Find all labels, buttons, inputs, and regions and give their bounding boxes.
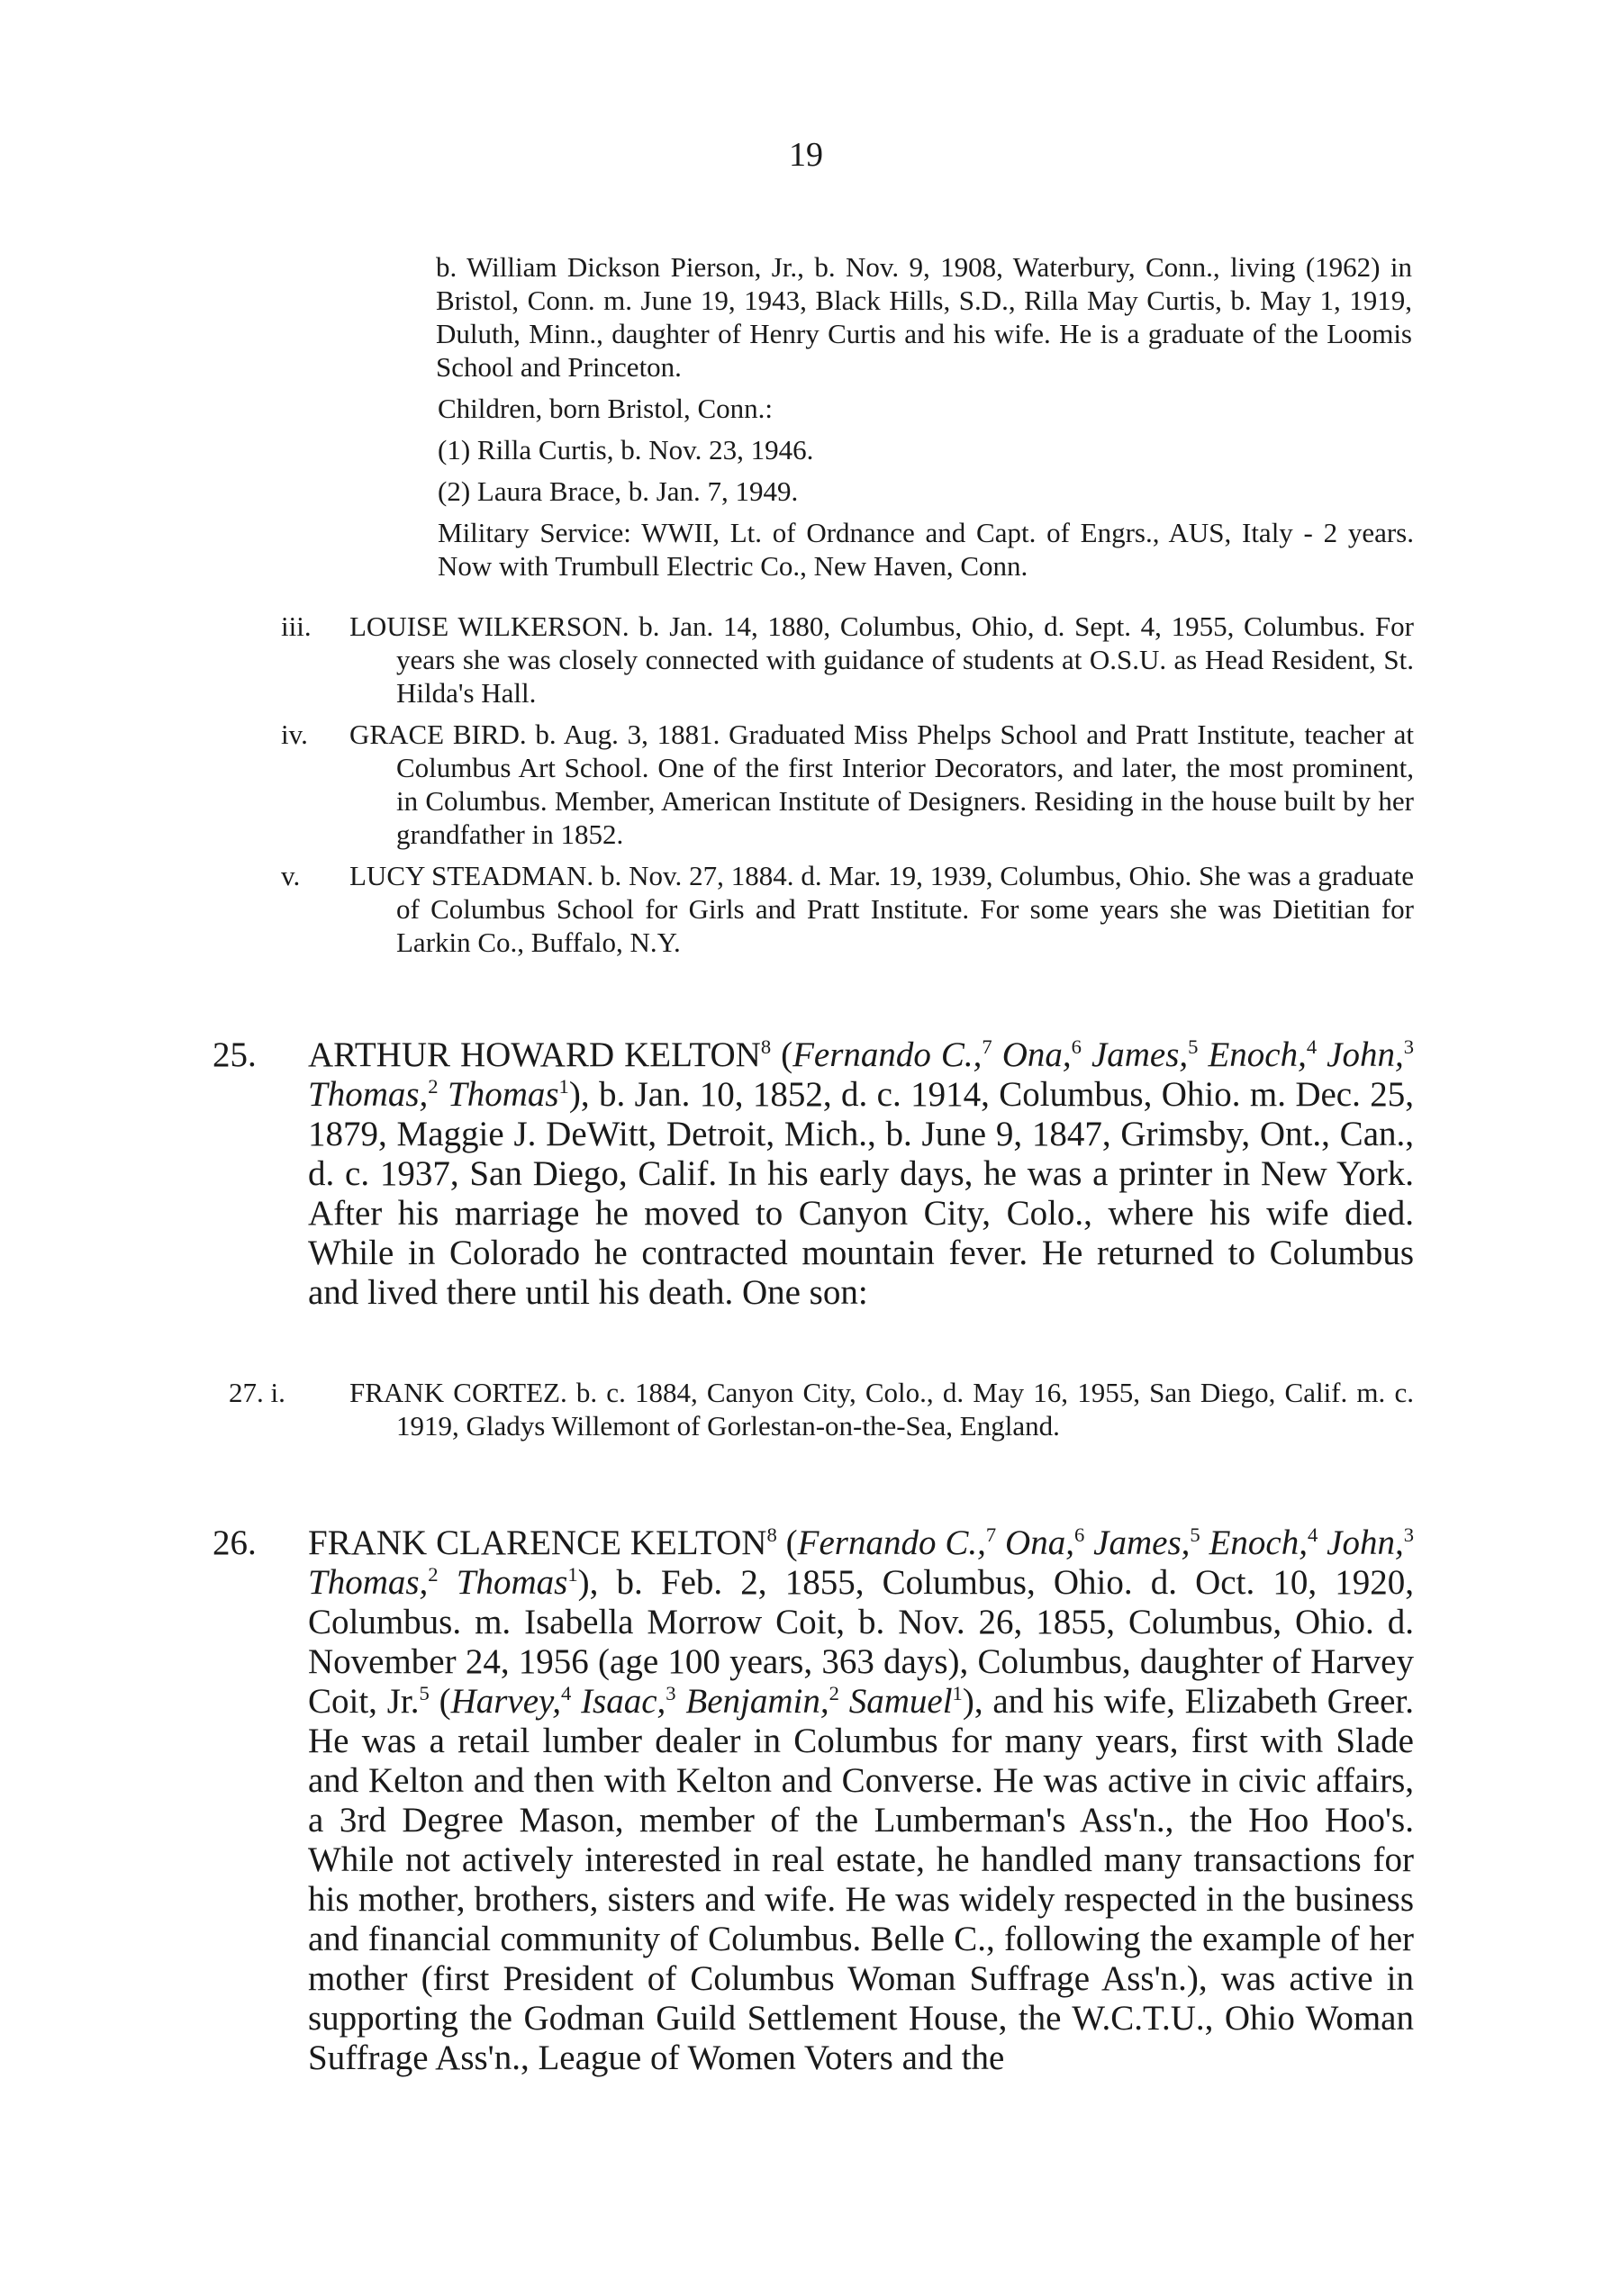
lineage-name: Samuel: [848, 1682, 953, 1721]
lineage-gen: 3: [1403, 1523, 1415, 1546]
entry-25: [213, 1035, 1414, 1313]
lineage-name: Thomas: [456, 1563, 568, 1602]
list-numeral: v.: [281, 860, 301, 891]
list-item: [281, 610, 1414, 710]
entry-26-paragraph: FRANK CLARENCE KELTON$^8$ (Fernando C.,$^7$ Ona,$^6$ James,$^5$ Enoch,$^4$ John,$^3$ Thomas,$^2$ Thomas$^1$), b. Feb. 2, 1855, Columbus, Ohio. d. Oct. 10, 1920, Columbus. m. Isabella Morrow Coit, b. Nov. 26, 1855, Columbus, Ohio. d. November 24, 1956 (age 100 years, 363 days), Columbus, daughter of Harvey Coit, Jr.$^5$ (Harvey,$^4$ Isaac,$^3$ Benjamin,$^2$ Samuel$^1$), and his wife, Elizabeth Greer. He was a retail lumber dealer in Columbus for many years, first with Slade and Kelton and then with Kelton and Converse. He was active in civic affairs, a 3rd Degree Mason, member of the Lumberman's Ass'n., the Hoo Hoo's. While not actively interested in real estate, he handled many transactions for his mother, brothers, sisters and wife. He was widely respected in the business and financial community of Columbus. Belle C., following the example of her mother (first President of Columbus Woman Suffrage Ass'n.), was active in supporting the Godman Guild Settlement House, the W.C.T.U., Ohio Woman Suffrage Ass'n., League of Women Voters and the: [308, 1523, 1415, 2077]
page-number: 19: [789, 136, 823, 174]
entry-number: 25.: [213, 1035, 257, 1074]
lineage-gen: 2: [428, 1075, 439, 1098]
military-service: Military Service: WWII, Lt. of Ordnance and Capt. of Engrs., AUS, Italy - 2 years. Now with Trumbull Electric Co., New Haven, Conn.: [438, 517, 1414, 582]
list-numeral: iii.: [281, 610, 312, 642]
lineage-name: Thomas,: [308, 1075, 429, 1114]
entry-b: [438, 250, 1414, 583]
lineage-name: Fernando C.,: [797, 1523, 986, 1562]
list-item-text: LUCY STEADMAN. b. Nov. 27, 1884. d. Mar. 19, 1939, Columbus, Ohio. She was a graduate of Columbus School for Girls and Pratt Institute. For some years she was Dietitian for Larkin Co., Buffalo, N.Y.: [349, 860, 1414, 958]
entry-27: [229, 1376, 1414, 1442]
lineage-gen: 7: [982, 1035, 992, 1058]
lineage-name: James,: [1093, 1523, 1191, 1562]
child-1: (1) Rilla Curtis, b. Nov. 23, 1946.: [438, 434, 814, 466]
lineage-gen: 5: [1190, 1523, 1200, 1546]
children-heading: Children, born Bristol, Conn.:: [438, 393, 773, 424]
lineage-gen: 5: [1188, 1035, 1199, 1058]
lineage-gen: 4: [560, 1682, 572, 1704]
list-numeral: 27. i.: [229, 1377, 285, 1408]
list-item-text: FRANK CORTEZ. b. c. 1884, Canyon City, Colo., d. May 16, 1955, San Diego, Calif. m. c. 1919, Gladys Willemont of Gorlestan-on-the-Sea, England.: [349, 1377, 1414, 1442]
lineage-gen: 7: [985, 1523, 997, 1546]
generation: 8: [760, 1035, 772, 1058]
lineage-name: James,: [1091, 1035, 1189, 1074]
lineage-gen: 6: [1071, 1035, 1082, 1058]
entry-name: ARTHUR HOWARD KELTON: [308, 1035, 761, 1074]
lineage-name: Harvey,: [450, 1682, 561, 1721]
lineage-name: John,: [1327, 1035, 1404, 1074]
lineage-name: Enoch,: [1209, 1523, 1308, 1562]
lineage-gen: 1: [558, 1075, 569, 1098]
entry-name: FRANK CLARENCE KELTON: [308, 1523, 767, 1562]
entry-text: ), b. Feb. 2, 1855, Columbus, Ohio. d. Oct. 10, 1920, Columbus. m. Isabella Morrow Coit, b. Nov. 26, 1855, Columbus, Ohio. d. November 24, 1956 (age 100 years, 363 days), Columbus, daughter of Harvey Coit, Jr.: [308, 1563, 1414, 1721]
lineage-name: Ona,: [1001, 1035, 1072, 1074]
lineage-name: Benjamin,: [685, 1682, 829, 1721]
lineage-name: John,: [1327, 1523, 1404, 1562]
coit-generation: 5: [419, 1682, 430, 1704]
list-item-text: GRACE BIRD. b. Aug. 3, 1881. Graduated Miss Phelps School and Pratt Institute, teacher at Columbus Art School. One of the first Interior Decorators, and later, the most prominent, in Columbus. Member, American Institute of Designers. Residing in the house built by her grandfather in 1852.: [349, 719, 1414, 850]
entry-text: ), b. Jan. 10, 1852, d. c. 1914, Columbus, Ohio. m. Dec. 25, 1879, Maggie J. DeWitt, Detroit, Mich., b. June 9, 1847, Grimsby, Ont., Can., d. c. 1937, San Diego, Calif. In his early days, he was a printer in New York. After his marriage he moved to Canyon City, Colo., where his wife died. While in Colorado he contracted mountain fever. He returned to Columbus and lived there until his death. One son:: [308, 1075, 1415, 1312]
lineage-gen: 6: [1073, 1523, 1085, 1546]
list-item-text: LOUISE WILKERSON. b. Jan. 14, 1880, Columbus, Ohio, d. Sept. 4, 1955, Columbus. For years she was closely connected with guidance of students at O.S.U. as Head Resident, St. Hilda's Hall.: [349, 610, 1414, 709]
lineage-gen: 1: [567, 1563, 578, 1586]
child-2: (2) Laura Brace, b. Jan. 7, 1949.: [438, 475, 799, 507]
lineage-gen: 2: [428, 1563, 439, 1586]
list-numeral: iv.: [281, 719, 308, 750]
list-item: [281, 718, 1414, 851]
entry-25-paragraph: ARTHUR HOWARD KELTON$^8$ (Fernando C.,$^7$ Ona,$^6$ James,$^5$ Enoch,$^4$ John,$^3$ Thomas,$^2$ Thomas$^1$), b. Jan. 10, 1852, d. c. 1914, Columbus, Ohio. m. Dec. 25, 1879, Maggie J. DeWitt, Detroit, Mich., b. June 9, 1847, Grimsby, Ont., Can., d. c. 1937, San Diego, Calif. In his early days, he was a printer in New York. After his marriage he moved to Canyon City, Colo., where his wife died. While in Colorado he contracted mountain fever. He returned to Columbus and lived there until his death. One son:: [308, 1035, 1415, 1312]
generation: 8: [766, 1523, 777, 1546]
lineage-name: Ona,: [1005, 1523, 1074, 1562]
list-item: [281, 859, 1414, 959]
entry-number: 26.: [213, 1523, 257, 1562]
lineage-gen: 2: [829, 1682, 839, 1704]
children-list: [281, 610, 1414, 959]
lineage-gen: 4: [1306, 1035, 1318, 1058]
lineage-name: Thomas: [448, 1075, 559, 1114]
lineage-name: Fernando C.,: [792, 1035, 983, 1074]
entry-26: [213, 1523, 1414, 2078]
lineage-name: Enoch,: [1208, 1035, 1307, 1074]
lineage-name: Isaac,: [581, 1682, 666, 1721]
entry-text: ), and his wife, Elizabeth Greer. He was a retail lumber dealer in Columbus for many years, first with Slade and Kelton and then with Kelton and Converse. He was active in civic affairs, a 3rd Degree Mason, member of the Lumberman's Ass'n., the Hoo Hoo's. While not actively interested in real estate, he handled many transactions for his mother, brothers, sisters and wife. He was widely respected in the business and financial community of Columbus. Belle C., following the example of her mother (first President of Columbus Woman Suffrage Ass'n.), was active in supporting the Godman Guild Settlement House, the W.C.T.U., Ohio Woman Suffrage Ass'n., League of Women Voters and the: [308, 1682, 1415, 2077]
lineage-name: Thomas,: [308, 1563, 429, 1602]
entry-b-text: b. William Dickson Pierson, Jr., b. Nov. 9, 1908, Waterbury, Conn., living (1962) in Bristol, Conn. m. June 19, 1943, Black Hills, S.D., Rilla May Curtis, b. May 1, 1919, Duluth, Minn., daughter of Henry Curtis and his wife. He is a graduate of the Loomis School and Princeton.: [436, 251, 1412, 383]
lineage-gen: 3: [666, 1682, 676, 1704]
lineage-gen: 3: [1403, 1035, 1415, 1058]
lineage-gen: 4: [1307, 1523, 1318, 1546]
lineage-gen: 1: [952, 1682, 963, 1704]
